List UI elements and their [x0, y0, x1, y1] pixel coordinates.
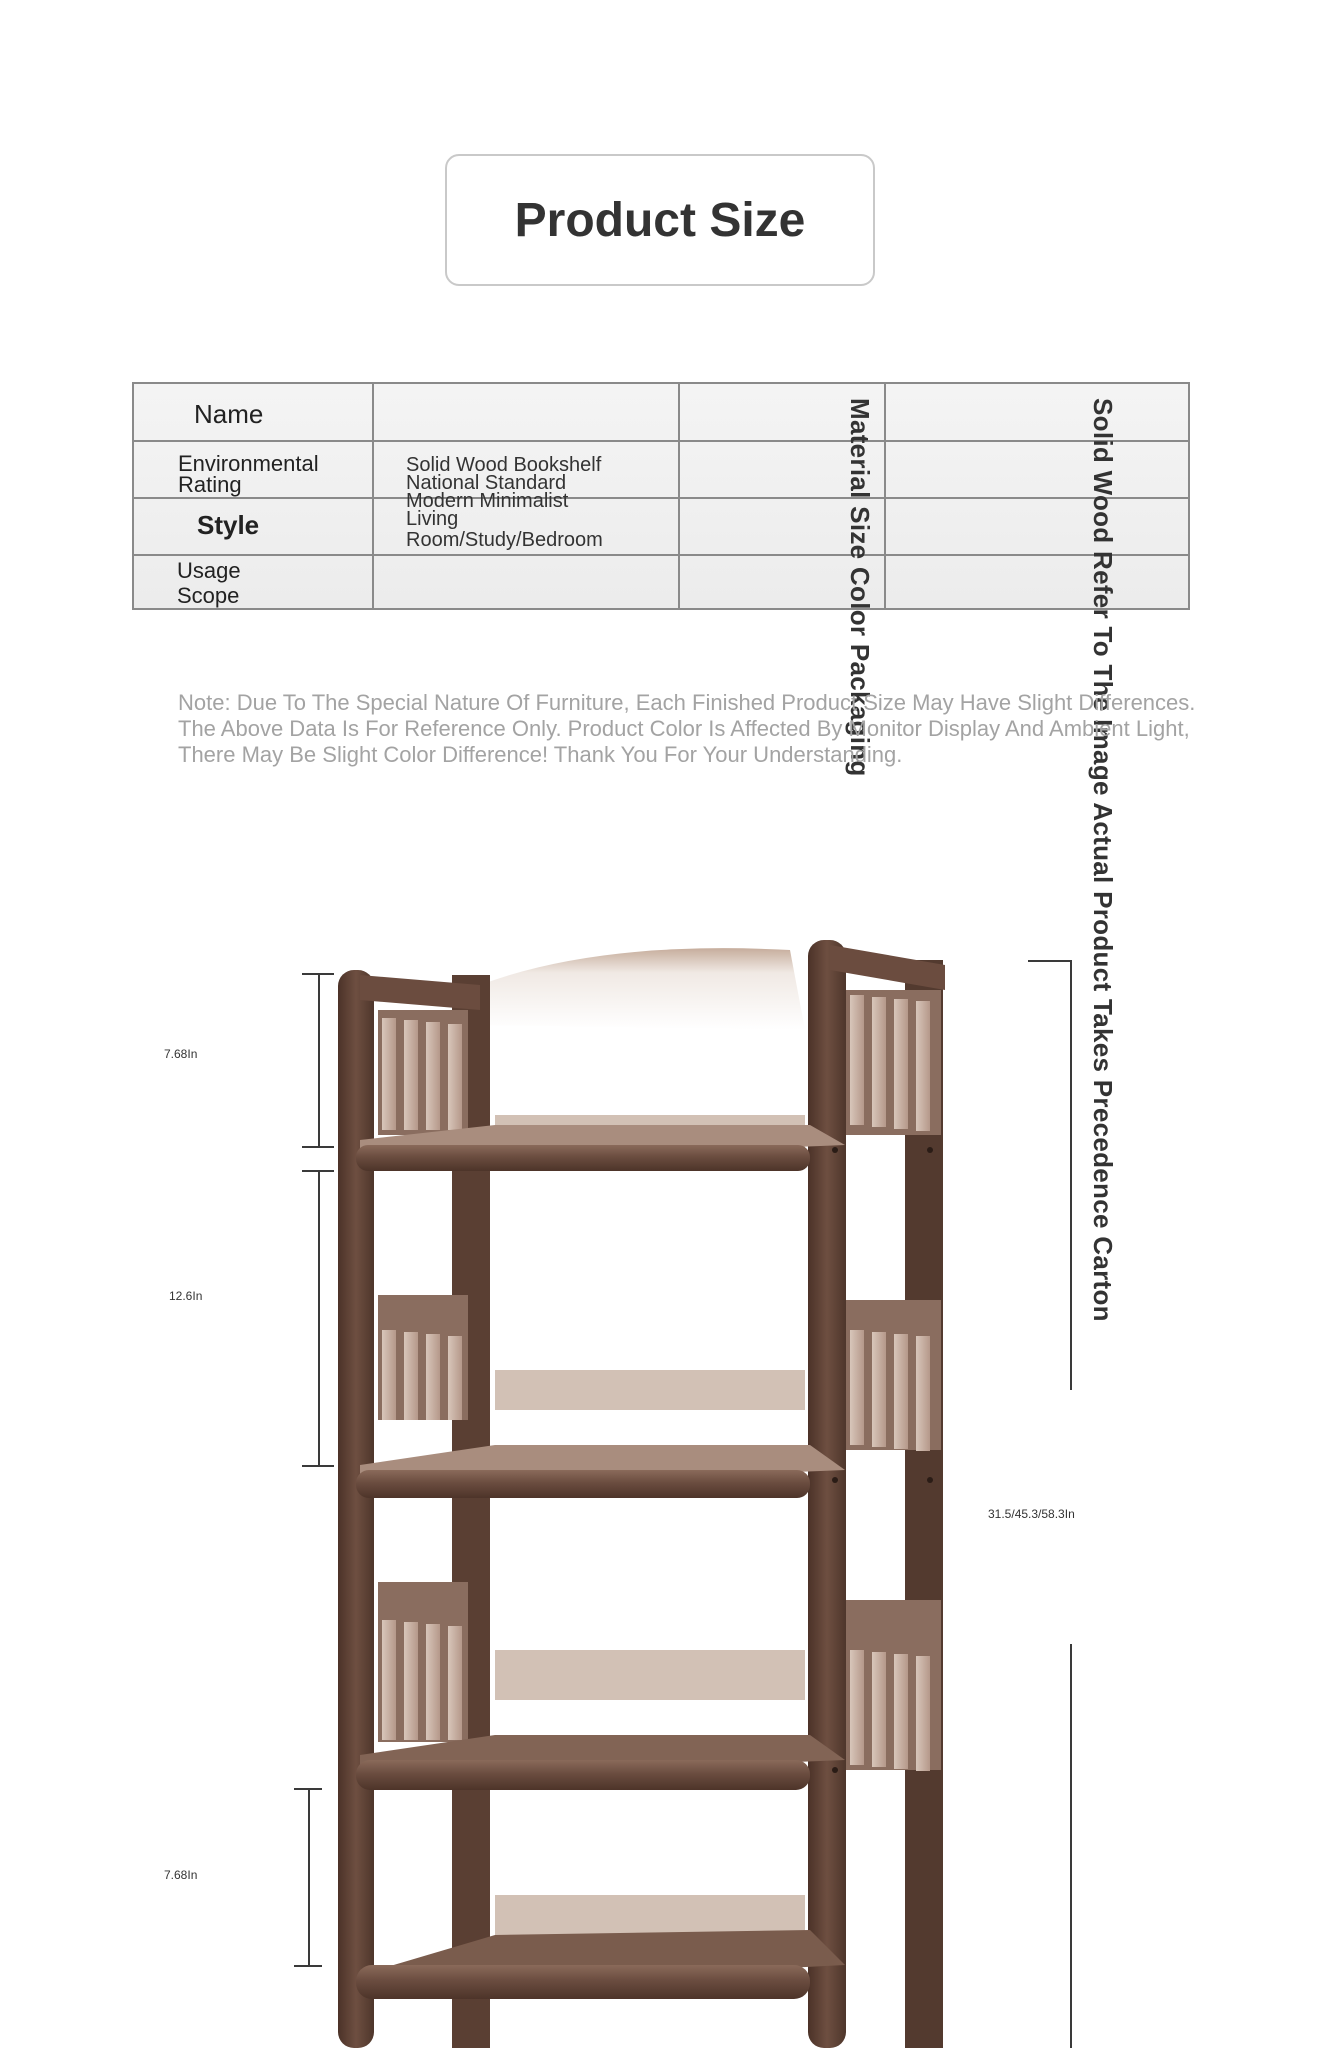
label-name: Name [194, 399, 264, 429]
right-slat-panel-low [846, 1600, 941, 1771]
bolt [927, 1147, 933, 1153]
left-slat-panel-low [378, 1582, 468, 1742]
bolt [832, 1147, 838, 1153]
value-environmental: National Standard [406, 472, 567, 494]
left-slat-panel-top [378, 1010, 468, 1135]
bolt [832, 1477, 838, 1483]
shelf-4 [356, 1930, 845, 1999]
dim-middle-gap-label: 12.6In [169, 1289, 203, 1303]
bolt [927, 1477, 933, 1483]
top-arch-panel [480, 948, 805, 1030]
right-slat-panel-top [846, 990, 941, 1135]
disclaimer-note: Note: Due To The Special Nature Of Furniture, Each Finished Product Size May Have Slight Differences. The Above Data Is For Reference Only. Product Color Is Affected By Monitor Display And Ambient Light, There May Be Slight Color Difference! Thank You For Your Understanding. [178, 690, 1196, 767]
page-title: Product Size [514, 193, 806, 247]
dim-bottom-gap-label: 7.68In [164, 1868, 198, 1882]
label-usage-line1: Usage [177, 558, 241, 583]
label-environmental-line2: Rating [178, 472, 242, 497]
dim-top-gap-label: 7.68In [164, 1047, 198, 1061]
front-left-post [338, 970, 374, 2048]
value-style: Modern Minimalist [406, 490, 569, 512]
back-rail [495, 1650, 805, 1700]
label-environmental-line1: Environmental [178, 451, 319, 476]
back-rail [495, 1370, 805, 1410]
bolt [832, 1767, 838, 1773]
value-usage-line2: Room/Study/Bedroom [406, 529, 603, 551]
dim-height-label: 31.5/45.3/58.3In [988, 1507, 1075, 1521]
value-usage-line1: Living [406, 508, 459, 530]
vertical-labels: Material Size Color Packaging [845, 398, 875, 777]
front-right-post [808, 940, 846, 2048]
shelf-2 [356, 1445, 845, 1498]
right-slat-panel-mid [846, 1300, 941, 1451]
value-name: Solid Wood Bookshelf [406, 454, 602, 476]
side-rail [830, 945, 945, 990]
label-style: Style [197, 510, 260, 540]
vertical-values: Solid Wood Refer To The Image Actual Product Takes Precedence Carton [1088, 398, 1118, 1322]
left-slat-panel-mid [378, 1295, 468, 1420]
shelf-3 [356, 1735, 845, 1790]
label-usage-line2: Scope [177, 583, 240, 608]
